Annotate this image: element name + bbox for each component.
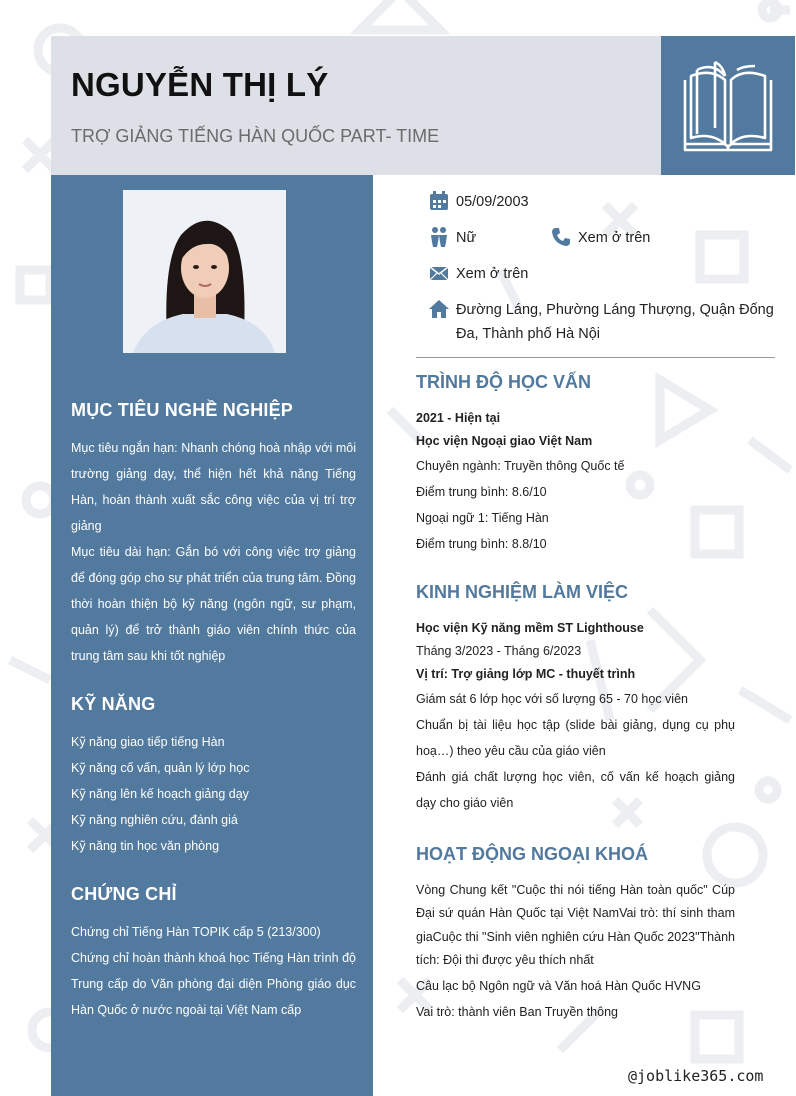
- skills-title: KỸ NĂNG: [71, 694, 156, 714]
- education-line: Chuyên ngành: Truyền thông Quốc tế: [416, 459, 625, 473]
- activities-title: HOẠT ĐỘNG NGOẠI KHOÁ: [416, 844, 648, 864]
- experience-duty: Chuẩn bị tài liệu học tập (slide bài giảng, dụng cụ phụ hoạ…) theo yêu cầu của giáo viên: [416, 718, 735, 758]
- skill-item: Kỹ năng giao tiếp tiếng Hàn: [71, 735, 225, 749]
- email-row: [428, 262, 528, 286]
- activity-item: Vai trò: thành viên Ban Truyền thông: [416, 1004, 618, 1019]
- experience-title: KINH NGHIỆM LÀM VIỆC: [416, 582, 629, 602]
- phone-icon: [550, 226, 572, 248]
- address-text: Đường Láng, Phường Láng Thượng, Quận Đống Đa, Thành phố Hà Nội: [456, 302, 774, 342]
- email-text: Xem ở trên: [456, 266, 529, 282]
- education-line: Điểm trung bình: 8.6/10: [416, 485, 547, 499]
- profile-photo: [123, 190, 286, 353]
- gender-row: [428, 226, 476, 250]
- skills-section: [71, 694, 356, 859]
- open-book-icon: [681, 58, 775, 152]
- header-banner: [51, 36, 661, 175]
- site-watermark: @joblike365.com: [628, 1067, 764, 1085]
- activity-item: Vòng Chung kết "Cuộc thi nói tiếng Hàn toàn quốc" Cúp Đại sứ quán Hàn Quốc tại Việt NamVai trò: thí sinh tham giaCuộc thi "Sinh viên nghiên cứu Hàn Quốc 2023"Thành tích: Đội thi được yêu thích nhất: [416, 883, 735, 968]
- birthdate-row: [428, 190, 529, 214]
- calendar-icon: [428, 190, 450, 212]
- education-line: Ngoại ngữ 1: Tiếng Hàn: [416, 511, 549, 525]
- experience-role: Vị trí: Trợ giảng lớp MC - thuyết trình: [416, 667, 636, 681]
- activities-section: [416, 844, 735, 1025]
- skill-item: Kỹ năng cố vấn, quản lý lớp học: [71, 761, 250, 775]
- objective-section: [71, 400, 356, 669]
- skill-item: Kỹ năng nghiên cứu, đánh giá: [71, 813, 238, 827]
- activity-item: Câu lạc bộ Ngôn ngữ và Văn hoá Hàn Quốc HVNG: [416, 978, 701, 993]
- gender-icon: [428, 226, 450, 248]
- phone-text: Xem ở trên: [578, 230, 651, 246]
- objective-title: MỤC TIÊU NGHỀ NGHIỆP: [71, 400, 294, 420]
- experience-period: Tháng 3/2023 - Tháng 6/2023: [416, 644, 582, 658]
- long-term-objective: Mục tiêu dài hạn: Gắn bó với công việc trợ giảng để đóng góp cho sự phát triển của trung tâm. Đồng thời hoàn thiện bộ kỹ năng (ngôn ngữ, sư phạm, quản lý) để trở thành giáo viên chính thức của trung tâm sau khi tốt nghiệp: [71, 545, 356, 663]
- experience-company: Học viện Kỹ năng mềm ST Lighthouse: [416, 621, 644, 635]
- skill-item: Kỹ năng tin học văn phòng: [71, 839, 220, 853]
- birthdate-text: 05/09/2003: [456, 194, 529, 210]
- gender-text: Nữ: [456, 230, 477, 246]
- job-title: TRỢ GIẢNG TIẾNG HÀN QUỐC PART- TIME: [71, 126, 440, 146]
- short-term-objective: Mục tiêu ngắn hạn: Nhanh chóng hoà nhập với môi trường giảng dạy, thể hiện hết khả năng Tiếng Hàn, hoàn thành xuất sắc công việc của vị trí trợ giảng: [71, 441, 356, 533]
- education-title: TRÌNH ĐỘ HỌC VẤN: [416, 372, 591, 392]
- education-period: 2021 - Hiện tại: [416, 411, 501, 425]
- certificate-item: Chứng chỉ hoàn thành khoá học Tiếng Hàn trình độ Trung cấp do Văn phòng đại diện Phòng giáo dục Hàn Quốc ở nước ngoài tại Việt Nam cấp: [71, 951, 356, 1017]
- contact-divider: [416, 357, 775, 358]
- skill-item: Kỹ năng lên kế hoạch giảng dạy: [71, 787, 249, 801]
- education-section: [416, 372, 735, 557]
- experience-duty: Giám sát 6 lớp học với số lượng 65 - 70 học viên: [416, 692, 688, 706]
- experience-section: [416, 582, 735, 816]
- education-line: Điểm trung bình: 8.8/10: [416, 537, 547, 551]
- book-logo: [661, 36, 795, 175]
- certificates-title: CHỨNG CHỈ: [71, 884, 177, 904]
- portrait-image: [123, 190, 286, 353]
- envelope-icon: [428, 262, 450, 284]
- candidate-name: NGUYỄN THỊ LÝ: [71, 66, 329, 103]
- sidebar: [51, 175, 373, 1096]
- certificates-section: [71, 884, 356, 1023]
- phone-row: [550, 226, 650, 250]
- home-icon: [428, 298, 450, 320]
- experience-duty: Đánh giá chất lượng học viên, cố vấn kế hoạch giảng dạy cho giáo viên: [416, 770, 735, 810]
- address-row: [428, 298, 774, 346]
- certificate-item: Chứng chỉ Tiếng Hàn TOPIK cấp 5 (213/300): [71, 925, 321, 939]
- education-school: Học viện Ngoại giao Việt Nam: [416, 434, 593, 448]
